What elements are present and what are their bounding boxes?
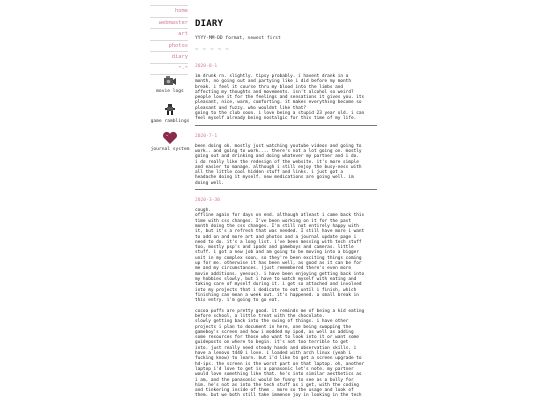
entry-text: been doing ok. mostly just watching youtube videos and going to work.. and going to work.... there's not a lot going on. mostly going out and drinking and doing whatever my partner and i do. i do really like the redesign of the website. it's more simple and easier to manage. although i still enjoy the busy-ness with all the little cool hidden stuff and links. i just got a headache doing it myself. new medications are going well. im doing well. [195,143,362,186]
page-subtitle: YYYY-MM-DD format, newest first [195,36,281,41]
diary-entry [195,198,377,399]
movie-logs-label: movie logs [156,89,184,94]
entry-date: 2020-7-1 [195,133,218,139]
sidebar-item-webmaster[interactable]: webmaster [150,18,188,30]
sidebar-item-art[interactable]: art [150,29,188,41]
entry-divider [195,125,377,126]
entry-text: cough. offline again for days on end. although atleast i came back this time with css changes. I've been working on it for the past month doing the css changes. I'm still not entirely happy with it, but it's a refresh that was needed. I still have more i want to add on and more art and photos and a journal update page i need to do. it's a long list. i've been messing with tech stuff too, mostly psp's and ipods and gameboys and cameras. little stuff. i got a new job and am going to be moving into a bigger unit in my complex soon, so they're been exciting things coming up for me. otherwise it has been well, as good as it can be for me and my circumstances. (just remembered there's even more movie additions. yeesus). i have been enjoying getting back into my hobbies slowly, but i have to watch myself with eating and taking care of myself during it. i get so attached and involved into my projects that i dedicate to eat until i finish, which finishing can mean a week out. it's happened. a small break in this entry. i'm going to go eat. cocoa puffs are pretty good. it reminds me of being a kid eating before school, a little treat with the chocolate. slowly getting back into the swing of things. i have other projects i plan to document in here, one being swapping the gameboy's screen and how i modded my ipod, as well as adding some resources for those who want to look into it or want some guideposts on where to begin. it's not too terrible to get into. just really need steady hands and observation skills. i have a lenovo t440 i love. i loaded with arch linux (yeah i fucking know) to learn. but i'd like to get a screen upgrade to hd-ips. the screen is the worst part on that laptop. oh, another laptop i'd love to get is a panasonic let's note. my partner would love something like that. he's into similar aesthetics as i am, and the panasonic would be funny to see as a bully for him. he's not as into the tech stuff as i get, with the coding and tinkering inside of them . more so the usage and look of them. but we both still take immense joy in looking in the tech [195,208,365,399]
sidebar-item-home[interactable]: home [150,5,188,18]
sidebar-item-photos[interactable]: photos [150,41,188,53]
game-ramblings-label: game ramblings [150,119,190,124]
diary-entry [195,134,377,190]
sidebar-item-extra[interactable]: ^-^ [150,64,188,76]
page-title: DIARY [195,19,224,29]
decorative-divider: ~ ~ ~ ~ ~ [195,47,230,53]
entry-text: im drunk rn. slightly. tipsy probably. i havent drank in a month, no going out and partying like i did before my month break. i feel it course thru my blood into the limbs and affecting my thoughts and movements. isn't alcohol so weird? people love it for the feelings and sensations it gives you. its pleasant, nice, warm, comforting. it makes everything become so pleasant and fuzzy. who wouldnt like that? going to the club soon. i love being a stupid 23 year old. i can feel myself already being nostalgic for this time of my life. [195,74,365,122]
sidebar-nav [150,5,188,75]
entry-date: 2020-8-1 [195,64,218,69]
movie-logs-link[interactable] [150,75,190,94]
game-character-icon [164,104,176,117]
heart-icon [162,131,178,145]
entry-date: 2020-3-30 [195,198,220,204]
entry-divider [195,189,377,190]
game-ramblings-link[interactable] [150,104,190,124]
diary-entry [195,64,377,126]
journal-system-link[interactable] [150,131,190,152]
journal-system-label: journal system [150,147,190,152]
camera-icon [163,75,177,87]
sidebar-item-diary[interactable]: diary [150,52,188,64]
diary-main [195,0,377,399]
